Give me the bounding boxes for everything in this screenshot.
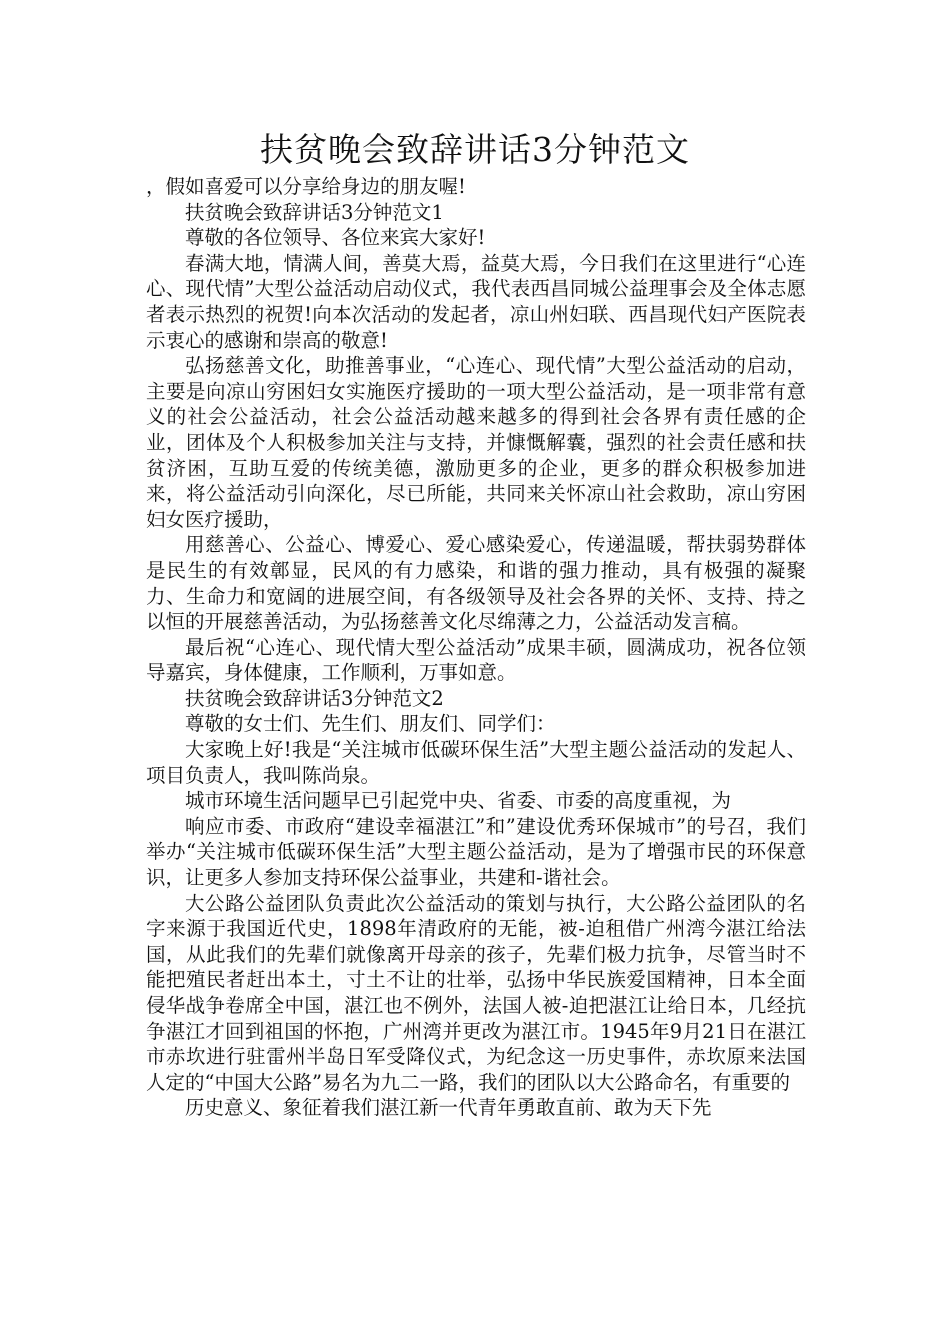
greeting-2: 尊敬的女士们、先生们、朋友们、同学们： [185, 712, 556, 736]
paragraph: 城市环境生活问题早已引起党中央、省委、市委的高度重视，为 [185, 789, 732, 813]
paragraph: 响应市委、市政府“建设幸福湛江”和”建设优秀环保城市”的号召，我们举办“关注城市低碳环保生活”大型主题公益活动，是为了增强市民的环保意识，让更多人参加支持环保公益事业，共建和-谐社会。 [146, 814, 806, 890]
paragraph: 大公路公益团队负责此次公益活动的策划与执行，大公路公益团队的名字来源于我国近代史，1898年清政府的无能，被-迫租借广州湾今湛江给法国，从此我们的先辈们就像离开母亲的孩子，先辈们极力抗争，尽管当时不能把殖民者赶出本土，寸土不让的壮举，弘扬中华民族爱国精神，日本全面侵华战争卷席全中国，湛江也不例外，法国人被-迫把湛江让给日本，几经抗争湛江才回到祖国的怀抱，广州湾并更改为湛江市。1945年9月21日在湛江市赤坎进行驻雷州半岛日军受降仪式，为纪念这一历史事件，赤坎原来法国人定的“中国大公路”易名为九二一路，我们的团队以大公路命名，有重要的 [146, 891, 806, 1094]
greeting-1: 尊敬的各位领导、各位来宾大家好! [185, 226, 486, 250]
document-body [146, 174, 806, 1121]
paragraph: 最后祝“心连心、现代情大型公益活动”成果丰硕，圆满成功，祝各位领导嘉宾，身体健康，工作顺利，万事如意。 [146, 635, 806, 685]
section-heading-1: 扶贫晚会致辞讲话3分钟范文1 [185, 200, 444, 224]
paragraph: 历史意义、象征着我们湛江新一代青年勇敢直前、敢为天下先 [185, 1096, 712, 1120]
paragraph: 弘扬慈善文化，助推善事业，“心连心、现代情”大型公益活动的启动，主要是向凉山穷困妇女实施医疗援助的一项大型公益活动，是一项非常有意义的社会公益活动，社会公益活动越来越多的得到社会各界有责任感的企业，团体及个人积极参加关注与支持，并慷慨解囊，强烈的社会责任感和扶贫济困，互助互爱的传统美德，激励更多的企业，更多的群众积极参加进来，将公益活动引向深化，尽已所能，共同来关怀凉山社会救助，凉山穷困妇女医疗援助， [146, 354, 806, 531]
paragraph-intro: ，假如喜爱可以分享给身边的朋友喔! [146, 175, 466, 198]
paragraph: 大家晚上好!我是“关注城市低碳环保生活”大型主题公益活动的发起人、项目负责人，我叫陈尚泉。 [146, 738, 806, 787]
document-title: 扶贫晚会致辞讲话3分钟范文 [260, 130, 690, 169]
section-heading-2: 扶贫晚会致辞讲话3分钟范文2 [185, 686, 444, 710]
paragraph: 春满大地，情满人间，善莫大焉，益莫大焉，今日我们在这里进行“心连心、现代情”大型公益活动启动仪式，我代表西昌同城公益理事会及全体志愿者表示热烈的祝贺!向本次活动的发起者，凉山州妇联、西昌现代妇产医院表示衷心的感谢和崇高的敬意! [146, 251, 806, 352]
paragraph: 用慈善心、公益心、博爱心、爱心感染爱心，传递温暖，帮扶弱势群体是民生的有效鄣显，民风的有力感染，和谐的强力推动，具有极强的凝聚力、生命力和宽阔的进展空间，有各级领导及社会各界的关怀、支持、持之以恒的开展慈善活动，为弘扬慈善文化尽绵薄之力，公益活动发言稿。 [146, 533, 806, 634]
